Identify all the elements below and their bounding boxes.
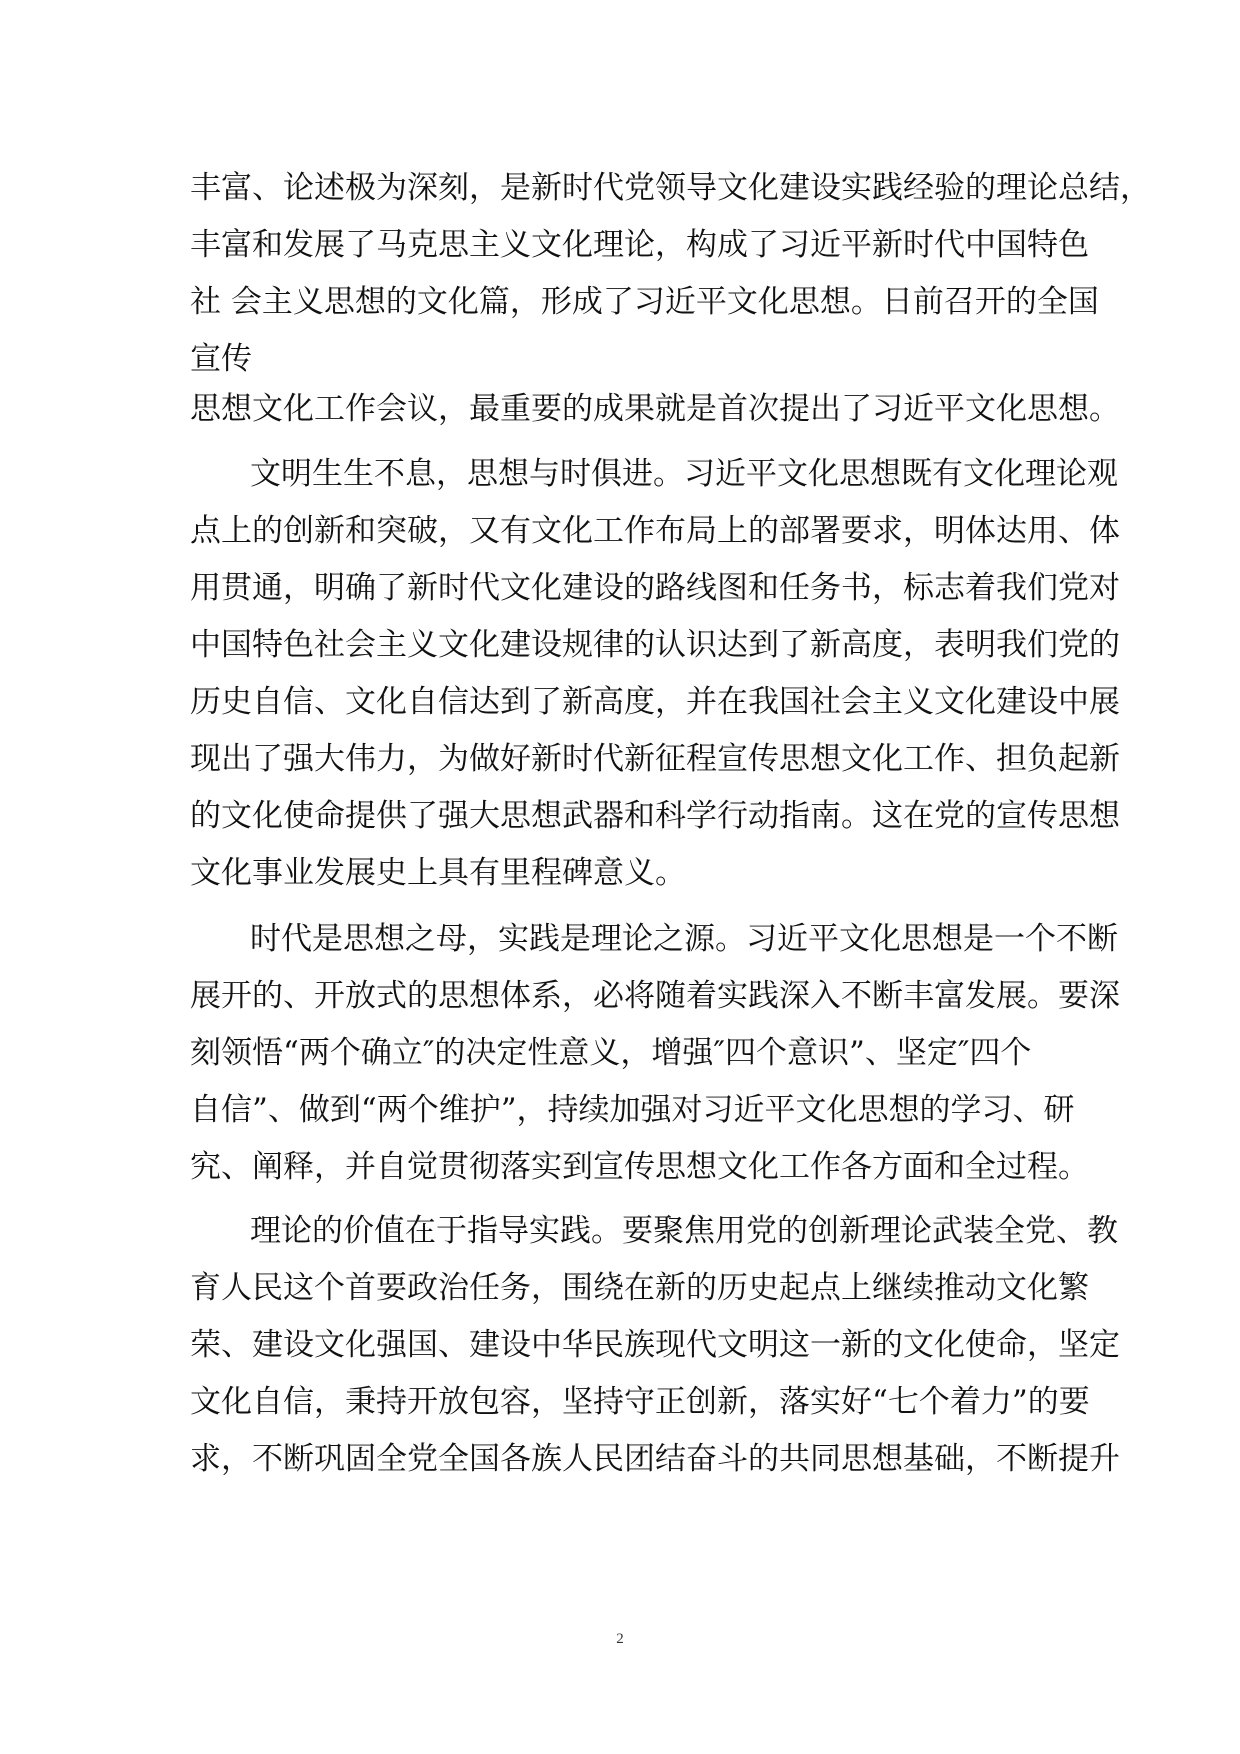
text-line: 思想文化工作会议，最重要的成果就是首次提出了习近平文化思想。 [190, 391, 1120, 427]
text-line: 刻领悟“两个确立″的决定性意义，增强″四个意识”、坚定″四个 [190, 1035, 1032, 1071]
text-line: 荣、建设文化强国、建设中华民族现代文明这一新的文化使命，坚定 [190, 1327, 1120, 1363]
text-line: 丰富和发展了马克思主义文化理论，构成了习近平新时代中国特色 [190, 227, 1089, 263]
text-line: 点上的创新和突破，又有文化工作布局上的部署要求，明体达用、体 [190, 513, 1120, 549]
text-line: 丰富、论述极为深刻，是新时代党领导文化建设实践经验的理论总结， [190, 170, 1151, 206]
text-line: 宣传 [190, 341, 252, 377]
paragraph-first-line: 文明生生不息，思想与时俱进。习近平文化思想既有文化理论观 [250, 456, 1118, 492]
text-line: 中国特色社会主义文化建设规律的认识达到了新高度，表明我们党的 [190, 627, 1120, 663]
text-line: 历史自信、文化自信达到了新高度，并在我国社会主义文化建设中展 [190, 684, 1120, 720]
paragraph-first-line: 时代是思想之母，实践是理论之源。习近平文化思想是一个不断 [250, 921, 1118, 957]
text-line: 文化事业发展史上具有里程碑意义。 [190, 855, 686, 891]
text-line: 的文化使命提供了强大思想武器和科学行动指南。这在党的宣传思想 [190, 798, 1120, 834]
text-line: 用贯通，明确了新时代文化建设的路线图和任务书，标志着我们党对 [190, 570, 1120, 606]
text-line: 自信”、做到“两个维护”，持续加强对习近平文化思想的学习、研 [190, 1092, 1075, 1128]
paragraph-first-line: 理论的价值在于指导实践。要聚焦用党的创新理论武装全党、教 [250, 1213, 1118, 1249]
page-number: 2 [616, 1631, 624, 1647]
text-line: 展开的、开放式的思想体系，必将随着实践深入不断丰富发展。要深 [190, 978, 1120, 1014]
text-line: 现出了强大伟力，为做好新时代新征程宣传思想文化工作、担负起新 [190, 741, 1120, 777]
text-line: 求，不断巩固全党全国各族人民团结奋斗的共同思想基础，不断提升 [190, 1441, 1120, 1477]
text-line: 文化自信，秉持开放包容，坚持守正创新，落实好“七个着力”的要 [190, 1384, 1090, 1420]
text-line: 育人民这个首要政治任务，围绕在新的历史起点上继续推动文化繁 [190, 1270, 1089, 1306]
text-line: 究、阐释，并自觉贯彻落实到宣传思想文化工作各方面和全过程。 [190, 1149, 1089, 1185]
text-line: 社 会主义思想的文化篇，形成了习近平文化思想。日前召开的全国 [190, 284, 1099, 320]
